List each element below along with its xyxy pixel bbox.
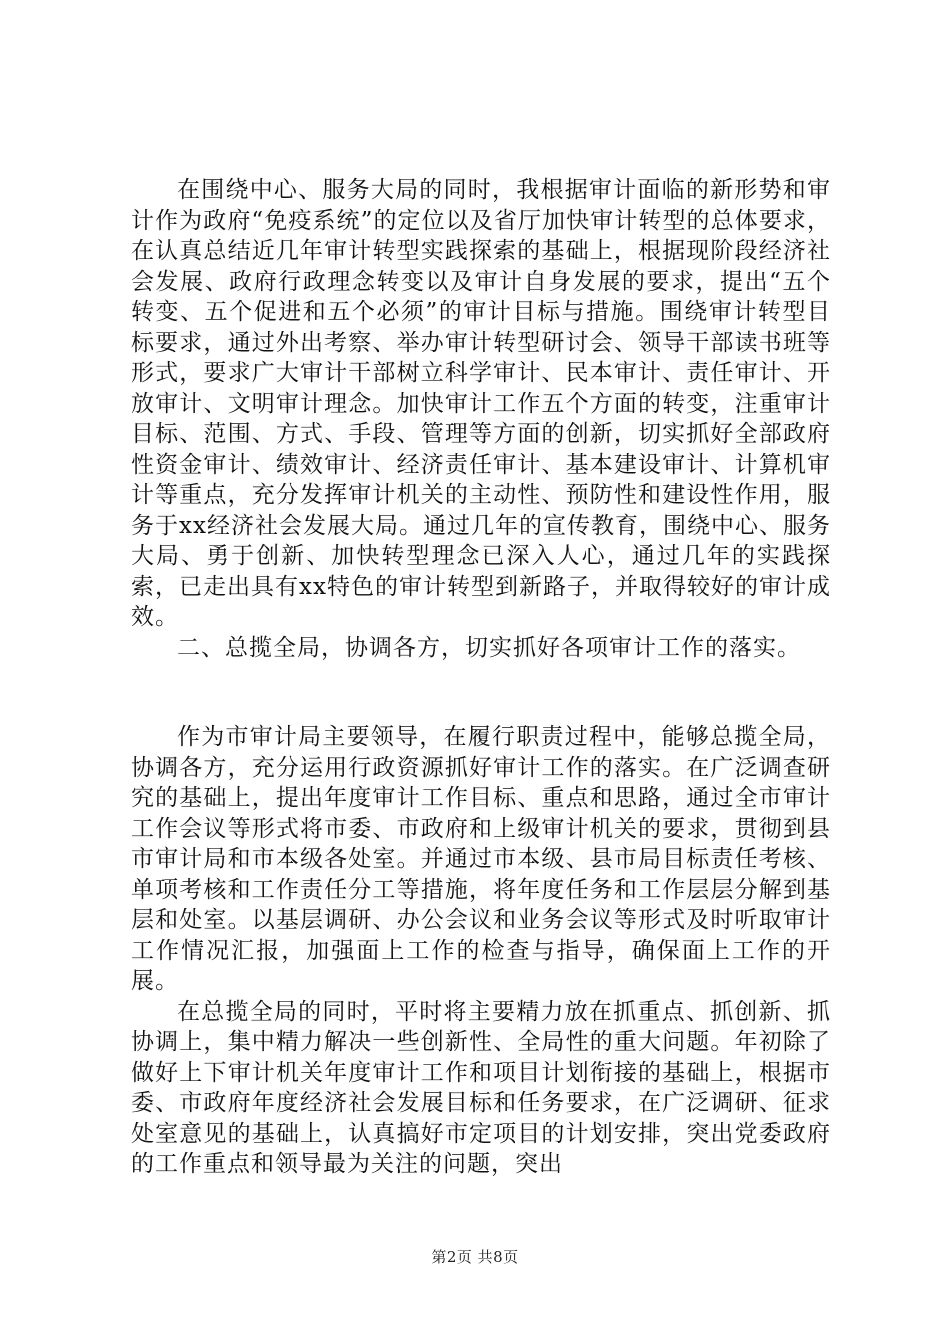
body-text-lower: [131, 722, 831, 1180]
body-text-upper: [131, 175, 831, 663]
page-number-footer: 第2页 共8页: [431, 1248, 519, 1266]
paragraph-audit-transformation: 在围绕中心、服务大局的同时，我根据审计面临的新形势和审计作为政府“免疫系统”的定位以及省厅加快审计转型的总体要求，在认真总结近几年审计转型实践探索的基础上，根据现阶段经济社会发展、政府行政理念转变以及审计自身发展的要求，提出“五个转变、五个促进和五个必须”的审计目标与措施。围绕审计转型目标要求，通过外出考察、举办审计转型研讨会、领导干部读书班等形式，要求广大审计干部树立科学审计、民本审计、责任审计、开放审计、文明审计理念。加快审计工作五个方面的转变，注重审计目标、范围、方式、手段、管理等方面的创新，切实抓好全部政府性资金审计、绩效审计、经济责任审计、基本建设审计、计算机审计等重点，充分发挥审计机关的主动性、预防性和建设性作用，服务于xx经济社会发展大局。通过几年的宣传教育，围绕中心、服务大局、勇于创新、加快转型理念已深入人心，通过几年的实践探索，已走出具有xx特色的审计转型到新路子，并取得较好的审计成效。: [131, 177, 831, 630]
section-heading-two: 二、总揽全局，协调各方，切实抓好各项审计工作的落实。: [177, 634, 801, 661]
paragraph-overall-coordination: 作为市审计局主要领导，在履行职责过程中，能够总揽全局，协调各方，充分运用行政资源抓好审计工作的落实。在广泛调查研究的基础上，提出年度审计工作目标、重点和思路，通过全市审计工作会议等形式将市委、市政府和上级审计机关的要求，贯彻到县市审计局和市本级各处室。并通过市本级、县市局目标责任考核、单项考核和工作责任分工等措施，将年度任务和工作层层分解到基层和处室。以基层调研、办公会议和业务会议等形式及时听取审计工作情况汇报，加强面上工作的检查与指导，确保面上工作的开展。: [131, 724, 831, 994]
paragraph-key-focus: 在总揽全局的同时，平时将主要精力放在抓重点、抓创新、抓协调上，集中精力解决一些创新性、全局性的重大问题。年初除了做好上下审计机关年度审计工作和项目计划衔接的基础上，根据市委、市政府年度经济社会发展目标和任务要求，在广泛调研、征求处室意见的基础上，认真搞好市定项目的计划安排，突出党委政府的工作重点和领导最为关注的问题，突出: [131, 998, 831, 1177]
